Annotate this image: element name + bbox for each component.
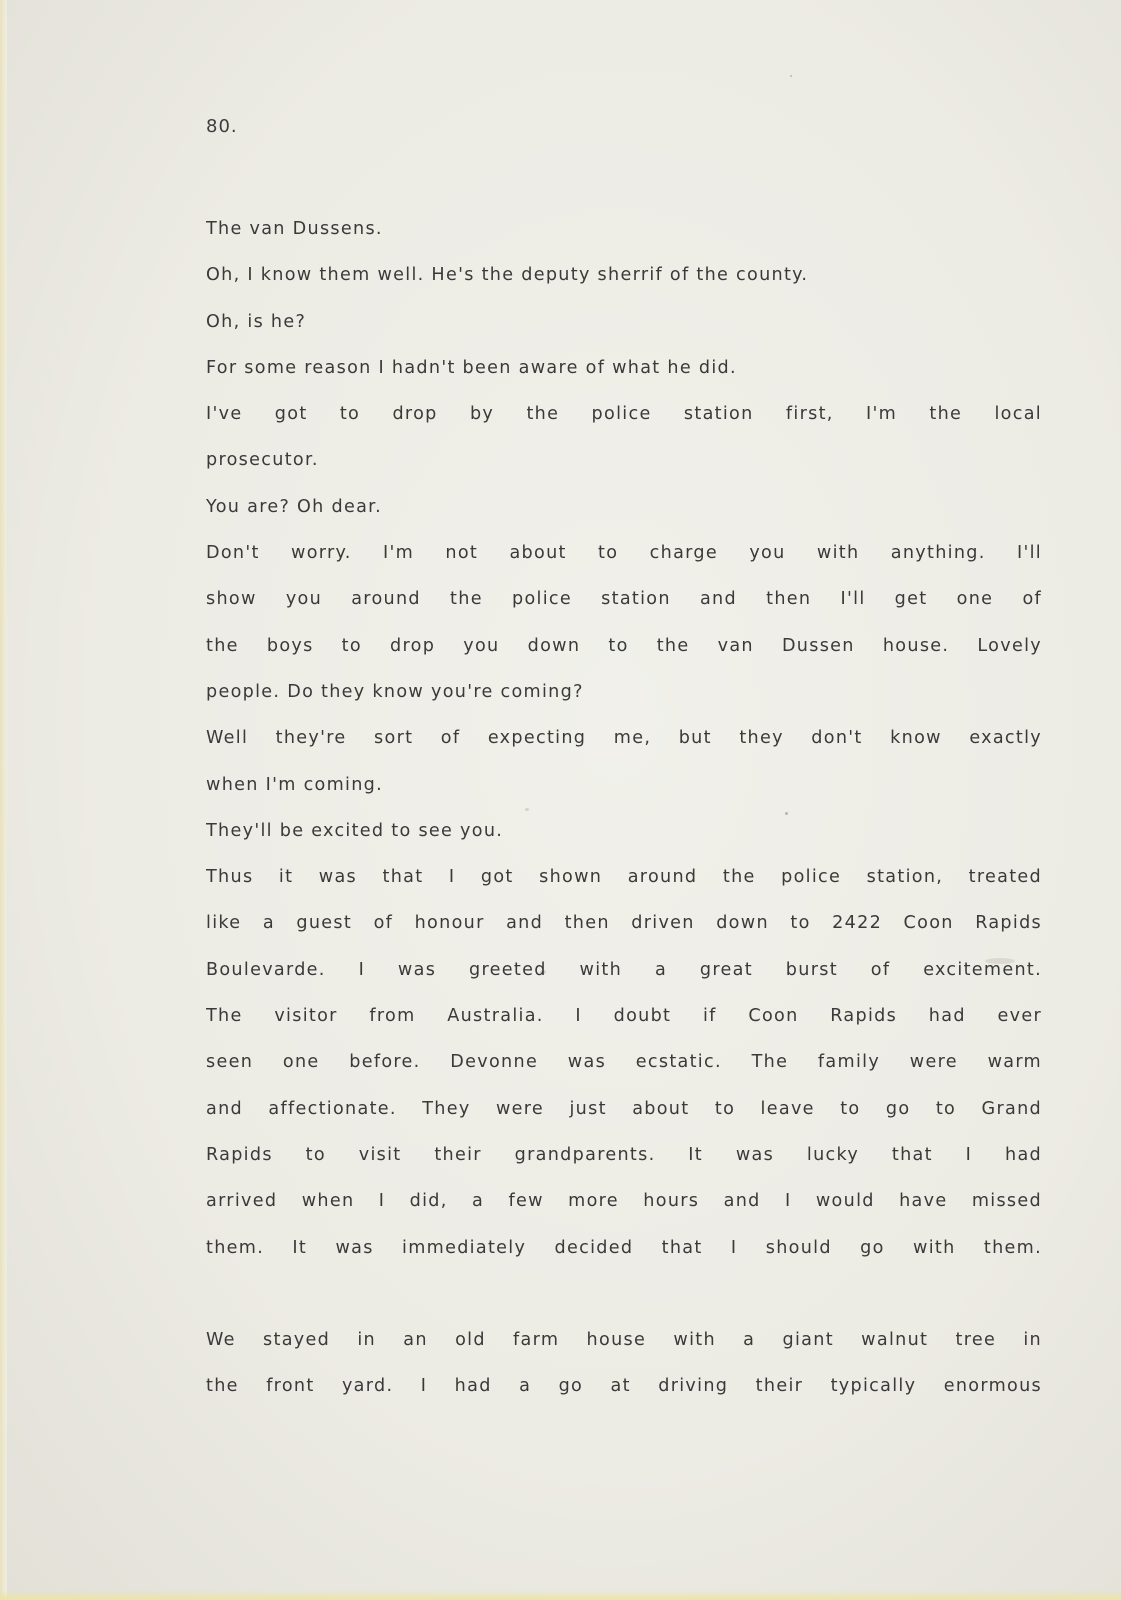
text-line: I've got to drop by the police station first, I'm the local xyxy=(206,404,1042,425)
text-line: Thus it was that I got shown around the police station, treated xyxy=(206,867,1042,888)
text-line: people. Do they know you're coming? xyxy=(206,681,584,702)
text-line: Oh, I know them well. He's the deputy sherrif of the county. xyxy=(206,265,809,286)
text-line: We stayed in an old farm house with a giant walnut tree in xyxy=(206,1330,1042,1351)
text-line: show you around the police station and then I'll get one of xyxy=(206,589,1042,610)
body-text xyxy=(206,215,1042,1419)
text-line: seen one before. Devonne was ecstatic. The family were warm xyxy=(206,1052,1042,1073)
text-line: Boulevarde. I was greeted with a great burst of excitement. xyxy=(206,959,1042,980)
text-line: The van Dussens. xyxy=(206,219,383,239)
text-line: arrived when I did, a few more hours and I would have missed xyxy=(206,1191,1042,1212)
text-line: The visitor from Australia. I doubt if Coon Rapids had ever xyxy=(206,1006,1042,1027)
text-line: them. It was immediately decided that I should go with them. xyxy=(206,1237,1042,1258)
text-line: Oh, is he? xyxy=(206,311,307,332)
text-line: You are? Oh dear. xyxy=(206,496,382,517)
text-line: like a guest of honour and then driven down to 2422 Coon Rapids xyxy=(206,913,1042,934)
text-line: They'll be excited to see you. xyxy=(206,820,504,841)
text-line: For some reason I hadn't been aware of what he did. xyxy=(206,357,737,378)
text-line: and affectionate. They were just about to leave to go to Grand xyxy=(206,1098,1042,1119)
paper-speck xyxy=(790,75,792,77)
paper-edge-left xyxy=(0,0,7,1600)
paper-edge-bottom xyxy=(0,1590,1121,1600)
paragraph-break xyxy=(206,1280,1042,1326)
text-line: the front yard. I had a go at driving their typically enormous xyxy=(206,1376,1042,1397)
text-line: Rapids to visit their grandparents. It was lucky that I had xyxy=(206,1144,1042,1165)
text-line: Don't worry. I'm not about to charge you with anything. I'll xyxy=(206,543,1042,564)
text-line: Well they're sort of expecting me, but they don't know exactly xyxy=(206,728,1042,749)
text-line: when I'm coming. xyxy=(206,774,384,795)
text-line: the boys to drop you down to the van Dussen house. Lovely xyxy=(206,635,1042,656)
page-number: 80. xyxy=(206,116,238,137)
text-line: prosecutor. xyxy=(206,450,319,471)
